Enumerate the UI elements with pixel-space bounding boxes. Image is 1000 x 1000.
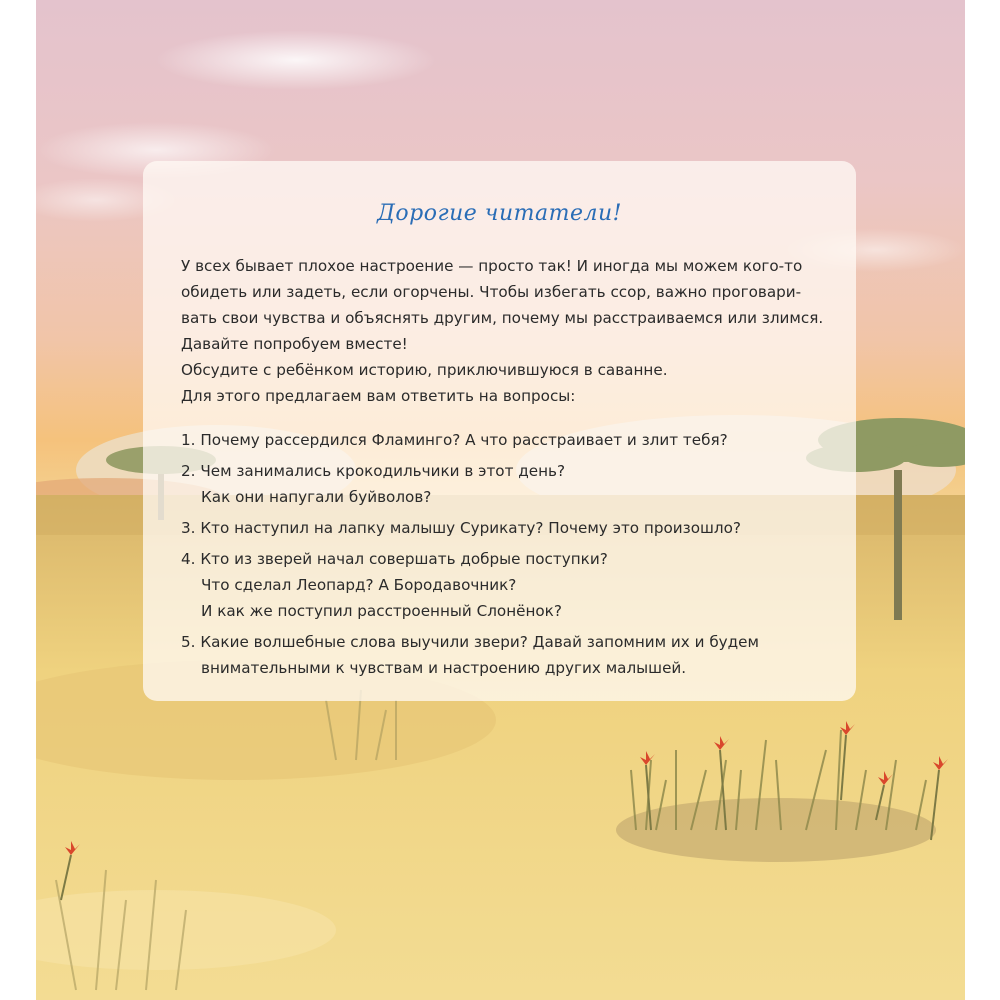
question-item (181, 458, 836, 510)
intro-line: вать свои чувства и объяснять другим, почему мы расстраиваемся или злимся. (181, 309, 824, 327)
question-line: 5. Какие волшебные слова выучили звери? Давай запомним их и будем (181, 633, 759, 651)
question-line: 2. Чем занимались крокодильчики в этот день? (181, 462, 566, 480)
question-line: 1. Почему рассердился Фламинго? А что расстраивает и злит тебя? (181, 431, 728, 449)
page-title: Дорогие читатели! (377, 201, 622, 226)
intro-text (181, 253, 826, 409)
question-line: 4. Кто из зверей начал совершать добрые поступки? (181, 550, 608, 568)
question-item (181, 629, 836, 681)
shadow-patch (616, 798, 936, 862)
question-list (181, 427, 836, 686)
question-line: 3. Кто наступил на лапку малышу Сурикату? Почему это произошло? (181, 519, 741, 537)
intro-line: Давайте попробуем вместе! (181, 335, 408, 353)
question-line: Как они напугали буйволов? (201, 488, 432, 506)
question-item (181, 515, 836, 541)
intro-line: Обсудите с ребёнком историю, приключившуюся в саванне. (181, 361, 668, 379)
question-line: внимательными к чувствам и настроению других малышей. (201, 659, 687, 677)
cloud (156, 30, 436, 90)
intro-line: Для этого предлагаем вам ответить на вопросы: (181, 387, 576, 405)
question-item (181, 427, 836, 453)
text-panel (143, 161, 856, 701)
intro-line: обидеть или задеть, если огорчены. Чтобы избегать ссор, важно проговари- (181, 283, 802, 301)
question-line: Что сделал Леопард? А Бородавочник? (201, 576, 517, 594)
intro-line: У всех бывает плохое настроение — просто так! И иногда мы можем кого-то (181, 257, 803, 275)
question-item (181, 546, 836, 624)
question-line: И как же поступил расстроенный Слонёнок? (201, 602, 562, 620)
